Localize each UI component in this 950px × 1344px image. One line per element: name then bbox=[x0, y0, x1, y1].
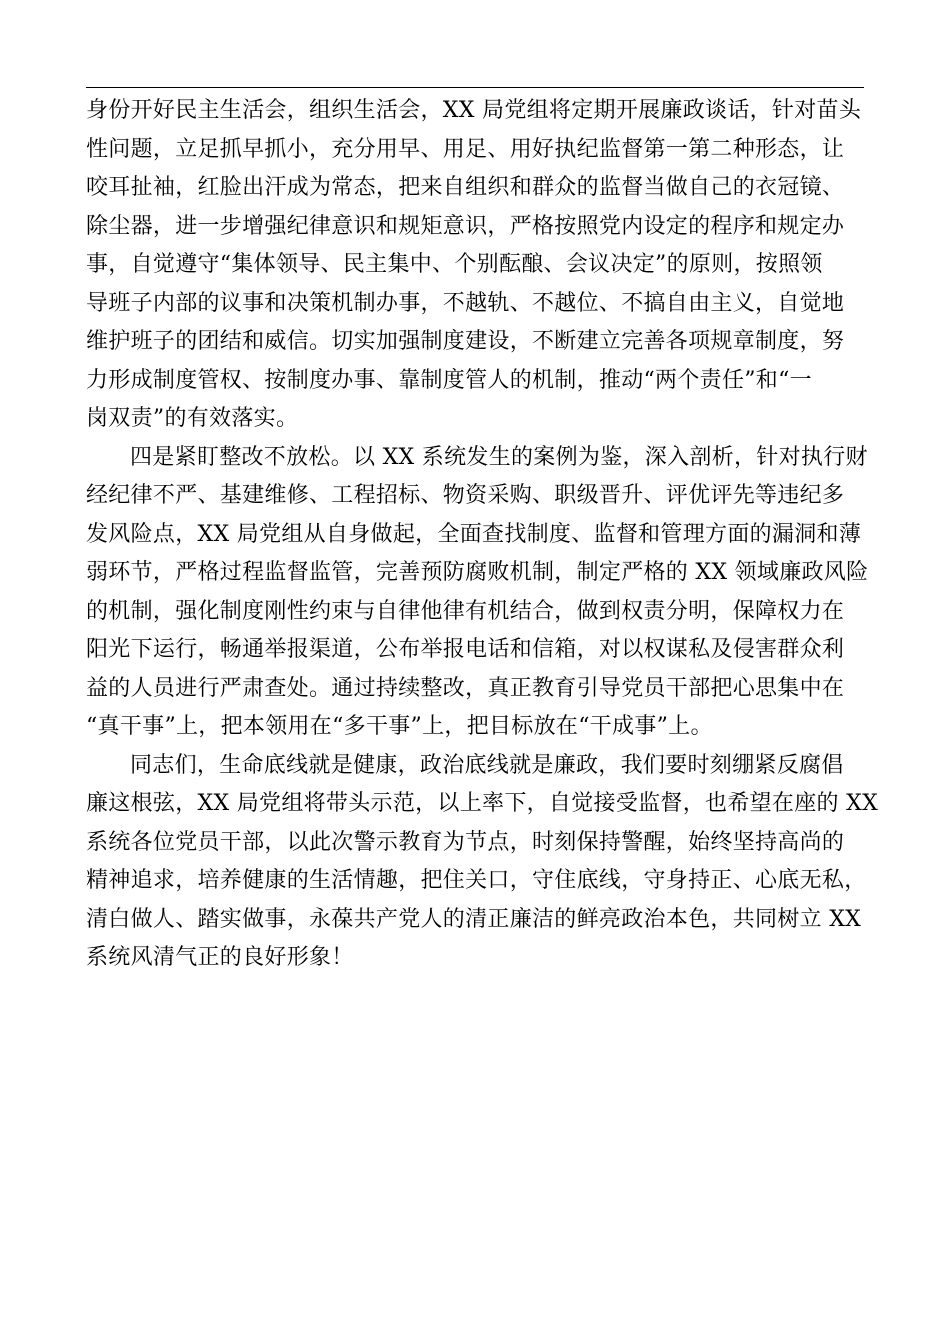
text-line: 清白做人、踏实做事，永葆共产党人的清正廉洁的鲜亮政治本色，共同树立 XX bbox=[86, 906, 862, 932]
text-line: “真干事”上，把本领用在“多干事”上，把目标放在“干成事”上。 bbox=[86, 714, 713, 739]
text-line: 弱环节，严格过程监督监管，完善预防腐败机制，制定严格的 XX 领域廉政风险 bbox=[86, 560, 869, 585]
paragraph-continued bbox=[86, 92, 878, 439]
text-line: 系统各位党员干部，以此次警示教育为节点，时刻保持警醒，始终坚持高尚的 bbox=[86, 829, 845, 855]
text-line: 身份开好民主生活会，组织生活会，XX 局党组将定期开展廉政谈话，针对苗头 bbox=[86, 98, 862, 123]
text-line: 系统风清气正的良好形象！ bbox=[86, 945, 354, 970]
paragraph-rectification bbox=[86, 439, 878, 747]
text-line: 性问题，立足抓早抓小，充分用早、用足、用好执纪监督第一第二种形态，让 bbox=[86, 136, 845, 162]
header-rule bbox=[86, 87, 864, 88]
paragraph-closing bbox=[86, 747, 878, 978]
text-line: 益的人员进行严肃查处。通过持续整改，真正教育引导党员干部把心思集中在 bbox=[86, 675, 845, 701]
text-line: 的机制，强化制度刚性约束与自律他律有机结合，做到权责分明，保障权力在 bbox=[86, 598, 845, 624]
text-line: 除尘器，进一步增强纪律意识和规矩意识，严格按照党内设定的程序和规定办 bbox=[86, 213, 845, 239]
text-line: 咬耳扯袖，红脸出汗成为常态，把来自组织和群众的监督当做自己的衣冠镜、 bbox=[86, 175, 845, 200]
text-line: 阳光下运行，畅通举报渠道，公布举报电话和信箱，对以权谋私及侵害群众利 bbox=[86, 637, 845, 662]
text-line: 事，自觉遵守“集体领导、民主集中、个别酝酿、会议决定”的原则，按照领 bbox=[86, 252, 823, 277]
text-line: 发风险点，XX 局党组从自身做起，全面查找制度、监督和管理方面的漏洞和薄 bbox=[86, 521, 862, 547]
text-line: 导班子内部的议事和决策机制办事，不越轨、不越位、不搞自由主义，自觉地 bbox=[86, 290, 845, 316]
text-line: 精神追求，培养健康的生活情趣，把住关口，守住底线，守身持正、心底无私， bbox=[86, 868, 867, 893]
text-line: 四是紧盯整改不放松。以 XX 系统发生的案例为鉴，深入剖析，针对执行财 bbox=[130, 444, 868, 470]
text-line: 力形成制度管权、按制度办事、靠制度管人的机制，推动“两个责任”和“一 bbox=[86, 367, 812, 393]
text-line: 维护班子的团结和威信。切实加强制度建设，不断建立完善各项规章制度，努 bbox=[86, 329, 845, 354]
text-line: 经纪律不严、基建维修、工程招标、物资采购、职级晋升、评优评先等违纪多 bbox=[86, 483, 845, 508]
text-line: 岗双责”的有效落实。 bbox=[86, 406, 299, 431]
document-body bbox=[86, 92, 878, 978]
text-line: 同志们，生命底线就是健康，政治底线就是廉政，我们要时刻绷紧反腐倡 bbox=[130, 752, 844, 778]
text-line: 廉这根弦，XX 局党组将带头示范，以上率下，自觉接受监督，也希望在座的 XX bbox=[86, 791, 879, 816]
